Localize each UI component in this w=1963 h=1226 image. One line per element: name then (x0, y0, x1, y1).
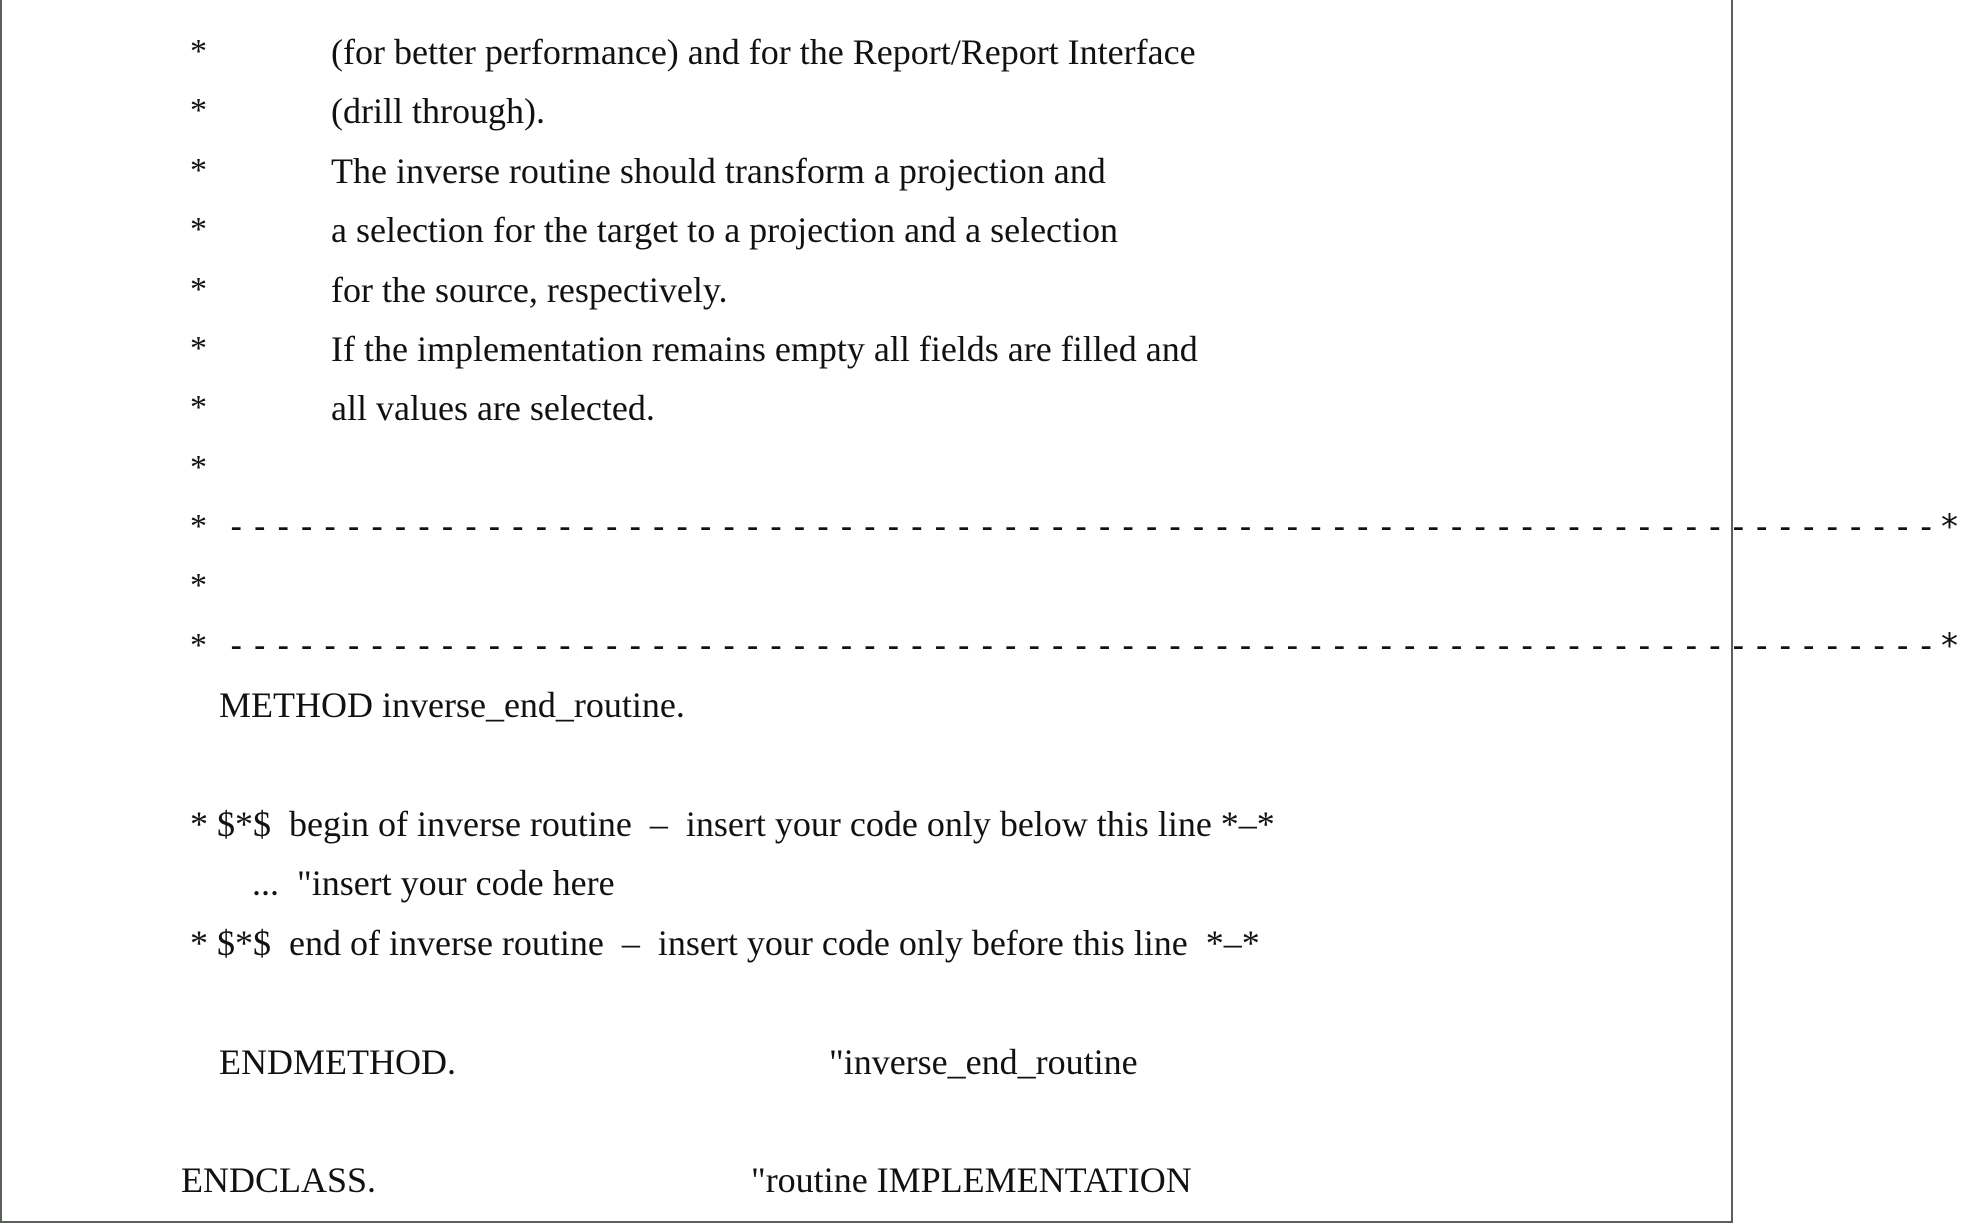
comment-marker: * (190, 92, 207, 129)
endmethod-comment: "inverse_end_routine (829, 1042, 1138, 1082)
comment-line: (for better performance) and for the Report/Report Interface (331, 32, 1196, 72)
endclass-statement: ENDCLASS. (181, 1160, 377, 1200)
begin-routine-marker: * $*$ begin of inverse routine – insert your code only below this line *–* (190, 804, 1275, 844)
code-placeholder: ... "insert your code here (252, 863, 615, 903)
comment-line: for the source, respectively. (331, 270, 728, 310)
comment-line: If the implementation remains empty all fields are filled and (331, 329, 1198, 369)
comment-marker: * (190, 271, 207, 308)
separator-line: -------------------------------------------------------------------------* (226, 626, 1963, 666)
comment-marker: * (190, 33, 207, 70)
comment-line: a selection for the target to a projection and a selection (331, 210, 1119, 250)
endclass-comment: "routine IMPLEMENTATION (751, 1160, 1192, 1200)
comment-marker: * (190, 508, 207, 545)
comment-marker: * (190, 211, 207, 248)
comment-line: all values are selected. (331, 388, 655, 428)
comment-marker: * (190, 627, 207, 664)
comment-line: The inverse routine should transform a projection and (331, 151, 1106, 191)
comment-marker: * (190, 152, 207, 189)
comment-marker: * (190, 567, 207, 604)
comment-marker: * (190, 330, 207, 367)
comment-line: (drill through). (331, 91, 545, 131)
comment-marker: * (190, 449, 207, 486)
end-routine-marker: * $*$ end of inverse routine – insert your code only before this line *–* (190, 923, 1260, 963)
separator-line: -------------------------------------------------------------------------* (226, 507, 1963, 547)
method-declaration: METHOD inverse_end_routine. (219, 685, 685, 725)
comment-marker: * (190, 389, 207, 426)
endmethod-statement: ENDMETHOD. (219, 1042, 456, 1082)
